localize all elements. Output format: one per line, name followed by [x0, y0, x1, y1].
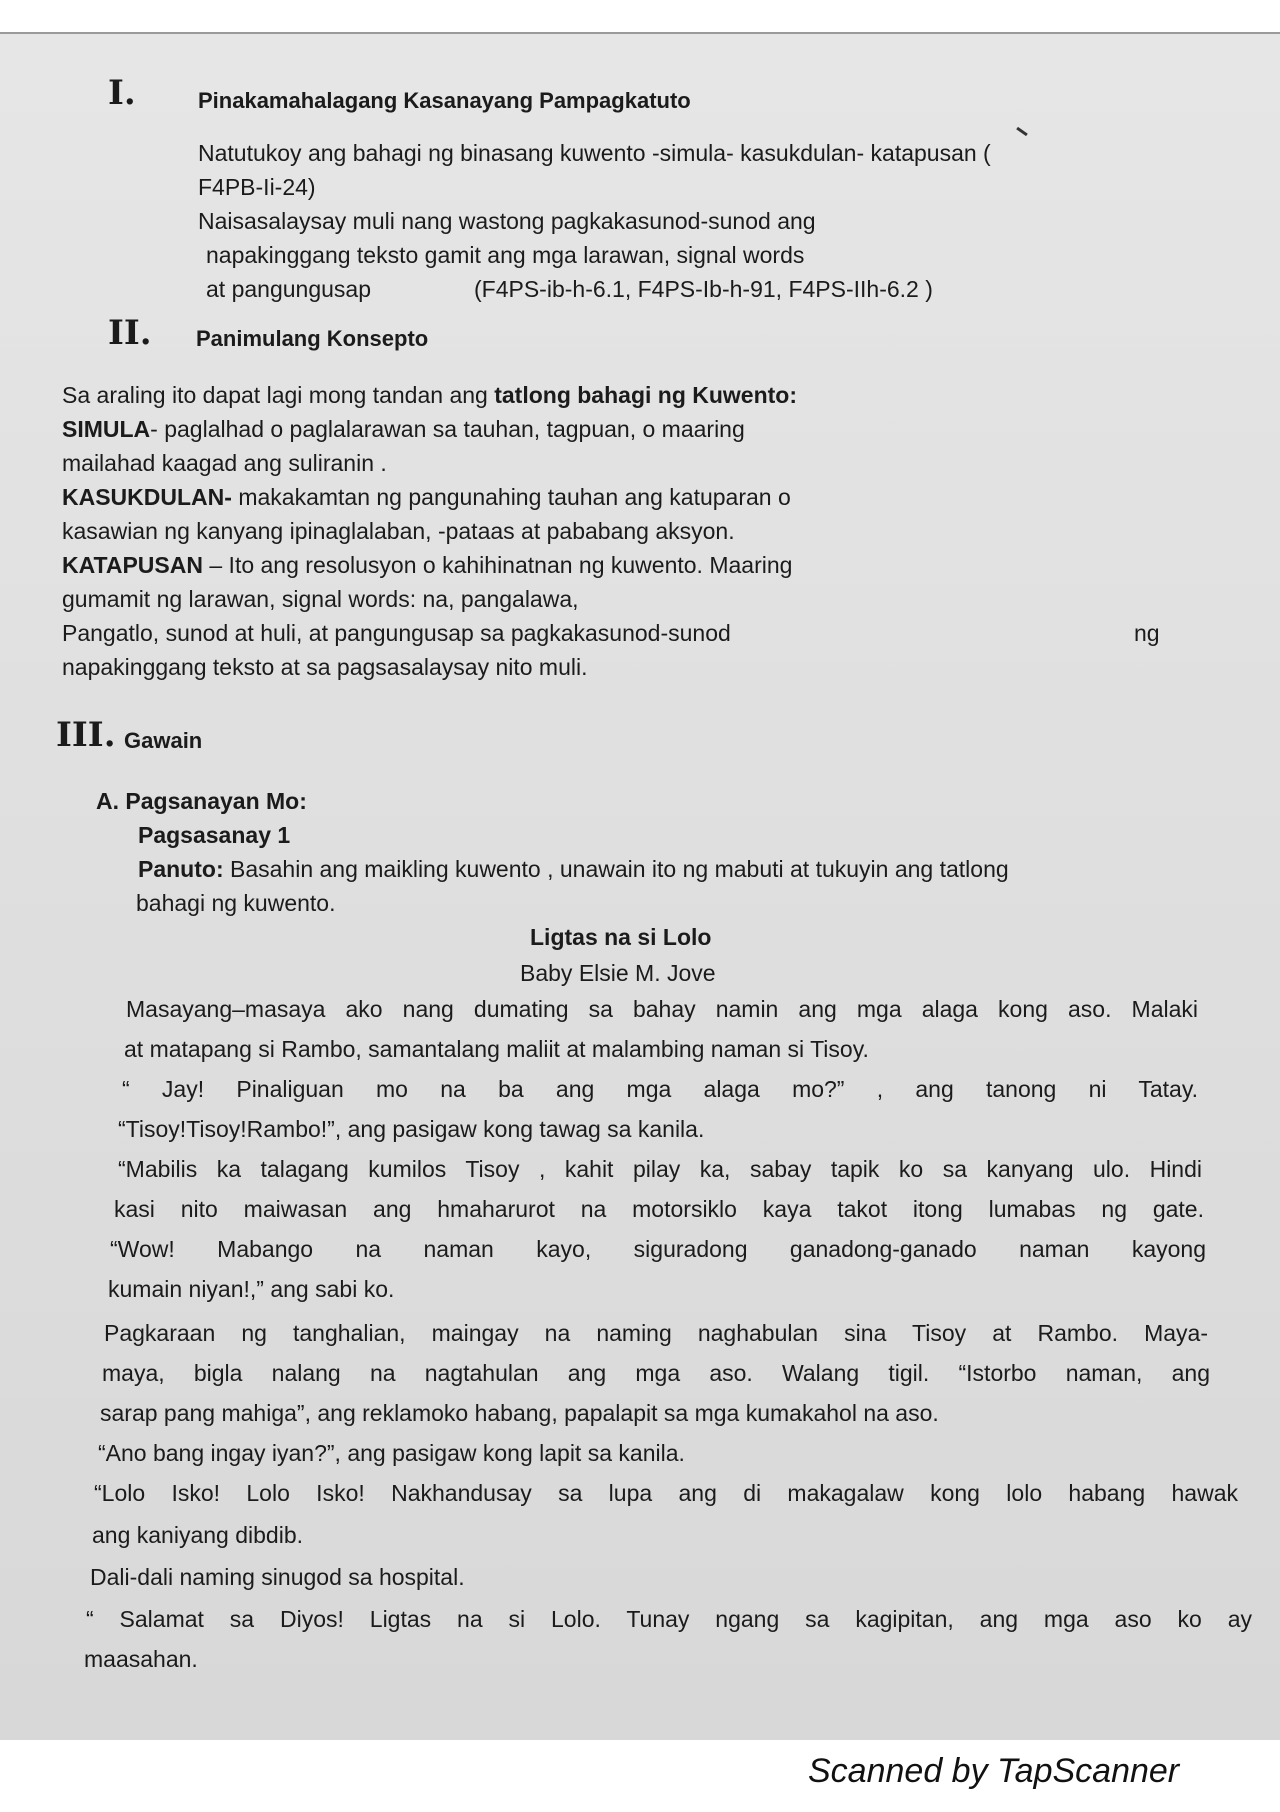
- story-line: at matapang si Rambo, samantalang maliit at malambing naman si Tisoy.: [124, 1036, 869, 1062]
- story-line: Masayang–masaya ako nang dumating sa bahay namin ang mga alaga kong aso. Malaki: [126, 996, 1198, 1022]
- concept-katapusan-cont: napakinggang teksto at sa pagsasalaysay nito muli.: [62, 654, 588, 680]
- story-line: sarap pang mahiga”, ang reklamoko habang, papalapit sa mga kumakahol na aso.: [100, 1400, 939, 1426]
- section-ii-title: Panimulang Konsepto: [196, 326, 429, 351]
- section-i-line: at pangungusap: [206, 276, 371, 302]
- pagsasanay-label: Pagsasanay 1: [138, 822, 291, 848]
- story-line: maasahan.: [84, 1646, 198, 1672]
- story-title: Ligtas na si Lolo: [530, 924, 712, 950]
- section-i-title: Pinakamahalagang Kasanayang Pampagkatuto: [198, 88, 691, 113]
- panuto: Panuto: Basahin ang maikling kuwento , unawain ito ng mabuti at tukuyin ang tatlong: [138, 856, 1009, 882]
- story-line: maya, bigla nalang na nagtahulan ang mga aso. Walang tigil. “Istorbo naman, ang: [102, 1360, 1210, 1386]
- story-line: “ Salamat sa Diyos! Ligtas na si Lolo. Tunay ngang sa kagipitan, ang mga aso ko ay: [86, 1606, 1252, 1632]
- story-line: kumain niyan!,” ang sabi ko.: [108, 1276, 395, 1302]
- story-line: “Tisoy!Tisoy!Rambo!”, ang pasigaw kong tawag sa kanila.: [118, 1116, 705, 1142]
- section-iii-numeral: III.: [56, 715, 116, 755]
- story-line: “Mabilis ka talagang kumilos Tisoy , kahit pilay ka, sabay tapik ko sa kanyang ulo. Hindi: [118, 1156, 1202, 1182]
- concept-katapusan-cont: gumamit ng larawan, signal words: na, pangalawa,: [62, 586, 579, 612]
- story-line: “Lolo Isko! Lolo Isko! Nakhandusay sa lupa ang di makagalaw kong lolo habang hawak: [94, 1480, 1238, 1506]
- concept-simula-cont: mailahad kaagad ang suliranin .: [62, 450, 387, 476]
- concept-katapusan-cont: Pangatlo, sunod at huli, at pangungusap sa pagkakasunod-sunod: [62, 620, 731, 646]
- subsection-a: A. Pagsanayan Mo:: [96, 788, 307, 814]
- story-line: Pagkaraan ng tanghalian, maingay na naming naghabulan sina Tisoy at Rambo. Maya-: [104, 1320, 1208, 1346]
- section-ii-numeral: II.: [108, 313, 152, 353]
- section-i-line: napakinggang teksto gamit ang mga larawan, signal words: [206, 242, 805, 268]
- concept-kasukdulan-cont: kasawian ng kanyang ipinaglalaban, -pataas at pababang aksyon.: [62, 518, 735, 544]
- section-i-codes: (F4PS-ib-h-6.1, F4PS-Ib-h-91, F4PS-IIh-6.2 ): [474, 276, 933, 302]
- section-i-line: Natutukoy ang bahagi ng binasang kuwento -simula- kasukdulan- katapusan (: [198, 140, 991, 166]
- stray-mark: [1016, 127, 1028, 136]
- section-i-numeral: I.: [108, 73, 136, 113]
- story-line: “ Jay! Pinaliguan mo na ba ang mga alaga mo?” , ang tanong ni Tatay.: [122, 1076, 1198, 1102]
- concept-intro: Sa araling ito dapat lagi mong tandan ang tatlong bahagi ng Kuwento:: [62, 382, 798, 408]
- concept-kasukdulan: KASUKDULAN- makakamtan ng pangunahing tauhan ang katuparan o: [62, 484, 791, 510]
- scanner-caption: Scanned by TapScanner: [808, 1752, 1180, 1790]
- concept-katapusan: KATAPUSAN – Ito ang resolusyon o kahihinatnan ng kuwento. Maaring: [62, 552, 793, 578]
- concept-katapusan-end: ng: [1134, 620, 1160, 646]
- story-author: Baby Elsie M. Jove: [520, 960, 716, 986]
- scanned-page: [0, 32, 1280, 1740]
- story-line: ang kaniyang dibdib.: [92, 1522, 303, 1548]
- section-i-line: Naisasalaysay muli nang wastong pagkakasunod-sunod ang: [198, 208, 816, 234]
- panuto-cont: bahagi ng kuwento.: [136, 890, 336, 916]
- story-line: kasi nito maiwasan ang hmaharurot na motorsiklo kaya takot itong lumabas ng gate.: [114, 1196, 1204, 1222]
- story-line: “Ano bang ingay iyan?”, ang pasigaw kong lapit sa kanila.: [98, 1440, 685, 1466]
- section-i-line: F4PB-Ii-24): [198, 174, 316, 200]
- concept-simula: SIMULA- paglalhad o paglalarawan sa tauhan, tagpuan, o maaring: [62, 416, 745, 442]
- story-line: “Wow! Mabango na naman kayo, siguradong ganadong-ganado naman kayong: [110, 1236, 1206, 1262]
- section-iii-title: Gawain: [124, 728, 203, 753]
- story-line: Dali-dali naming sinugod sa hospital.: [90, 1564, 465, 1590]
